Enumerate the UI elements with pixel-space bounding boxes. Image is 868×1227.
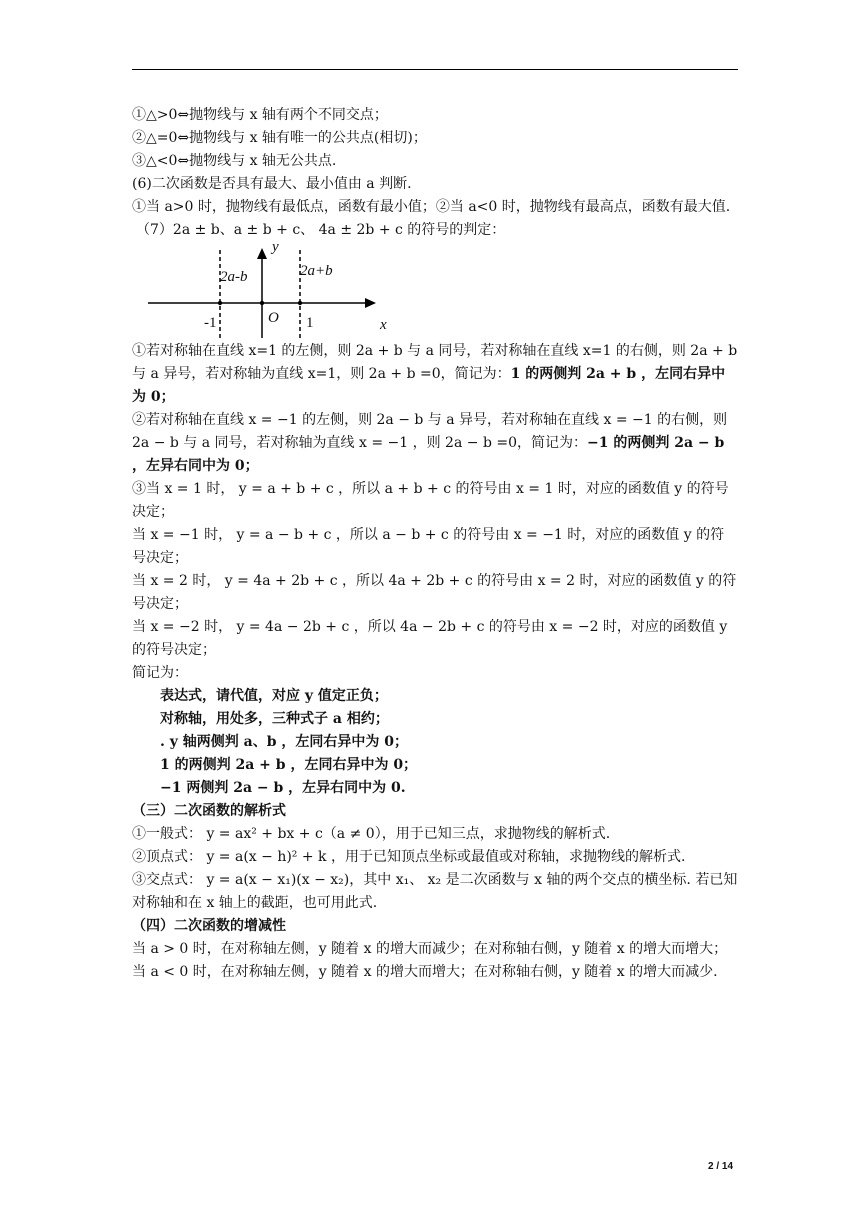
- label-neg1: -1: [204, 315, 217, 331]
- summary-line: 对称轴，用处多，三种式子 a 相约；: [160, 711, 389, 727]
- axis-svg: [132, 242, 738, 340]
- formula-vertex: ②顶点式： y = a(x − h)² + k ，用于已知顶点坐标或最值或对称轴，求抛物线的解析式.: [132, 849, 686, 865]
- axis-diagram: [132, 239, 738, 340]
- text-line: (6)二次函数是否具有最大、最小值由 a 判断.: [132, 176, 412, 192]
- rule-2-summary: −1 的两侧判 2a − b ，左异右同中为 0；: [132, 435, 725, 474]
- label-x: x: [380, 317, 387, 333]
- paragraph-rule-2: [132, 409, 738, 478]
- text-line: ③当 x = 1 时， y = a + b + c ，所以 a + b + c 的符号由 x = 1 时，对应的函数值 y 的符号决定；: [132, 481, 729, 520]
- summary-line: 表达式，请代值，对应 y 值定正负；: [160, 688, 388, 704]
- label-y: y: [272, 239, 279, 255]
- paragraph-rule-1: [132, 340, 738, 409]
- label-2a-minus-b: 2a-b: [220, 269, 248, 285]
- text-line: 当 x = −2 时， y = 4a − 2b + c ，所以 4a − 2b + c 的符号由 x = −2 时，对应的函数值 y 的符号决定；: [132, 619, 728, 658]
- formula-general: ①一般式： y = ax² + bx + c（a ≠ 0），用于已知三点，求抛物线的解析式.: [132, 826, 611, 842]
- rule-2-text: ②若对称轴在直线 x = −1 的左侧，则 2a − b 与 a 异号，若对称轴在直线 x = −1 的右侧，则 2a − b 与 a 同号，若对称轴为直线 x = −1 ，则 2a − b =0，简记为：: [132, 412, 728, 451]
- section-7-heading: （7）2a ± b、a ± b + c、 4a ± 2b + c 的符号的判定：: [136, 222, 506, 238]
- rule-1-text: ①若对称轴在直线 x=1 的左侧，则 2a + b 与 a 同号，若对称轴在直线 x=1 的右侧，则 2a + b 与 a 异号，若对称轴为直线 x=1，则 2a + b =0，简记为：: [132, 343, 738, 382]
- section-3-heading: （三）二次函数的解析式: [132, 803, 286, 819]
- summary-line: −1 两侧判 2a − b ，左异右同中为 0.: [160, 780, 406, 796]
- section-4-heading: （四）二次函数的增减性: [132, 918, 286, 934]
- page-number: 2 / 14: [708, 1161, 734, 1172]
- document-body: [132, 104, 738, 984]
- summary-line: . y 轴两侧判 a、b ，左同右异中为 0；: [160, 734, 408, 750]
- formula-intercept: ③交点式： y = a(x − x₁)(x − x₂)，其中 x₁、 x₂ 是二次函数与 x 轴的两个交点的横坐标. 若已知对称轴和在 x 轴上的截距，也可用此式.: [132, 872, 738, 911]
- label-2a-plus-b: 2a+b: [300, 263, 333, 279]
- label-origin: O: [268, 310, 279, 326]
- text-line: ①当 a>0 时，抛物线有最低点，函数有最小值；②当 a<0 时，抛物线有最高点，函数有最大值.: [132, 199, 731, 215]
- text-line: ③△<0⇔抛物线与 x 轴无公共点.: [132, 153, 337, 169]
- rule-1-summary: 1 的两侧判 2a + b ，左同右异中为 0；: [132, 366, 726, 405]
- text-line: ②△=0⇔抛物线与 x 轴有唯一的公共点(相切)；: [132, 130, 427, 146]
- x-axis-arrow: [365, 298, 376, 308]
- summary-line: 1 的两侧判 2a + b ，左同右异中为 0；: [160, 757, 418, 773]
- text-line: 当 a > 0 时，在对称轴左侧，y 随着 x 的增大而减少；在对称轴右侧，y 随着 x 的增大而增大；当 a < 0 时，在对称轴左侧，y 随着 x 的增大而增大；在对称轴右侧，y 随着 x 的增大而减少.: [132, 941, 728, 980]
- text-line: ①△>0⇔抛物线与 x 轴有两个不同交点；: [132, 107, 388, 123]
- point-origin: [260, 301, 264, 305]
- y-axis-arrow: [257, 248, 267, 259]
- point-1: [298, 301, 302, 305]
- point-neg1: [218, 301, 222, 305]
- header-rule: [132, 69, 738, 70]
- text-line: 当 x = 2 时， y = 4a + 2b + c ，所以 4a + 2b + c 的符号由 x = 2 时，对应的函数值 y 的符号决定；: [132, 573, 737, 612]
- text-line: 简记为：: [132, 665, 188, 681]
- label-1: 1: [306, 315, 314, 331]
- text-line: 当 x = −1 时， y = a − b + c ，所以 a − b + c 的符号由 x = −1 时，对应的函数值 y 的符号决定；: [132, 527, 725, 566]
